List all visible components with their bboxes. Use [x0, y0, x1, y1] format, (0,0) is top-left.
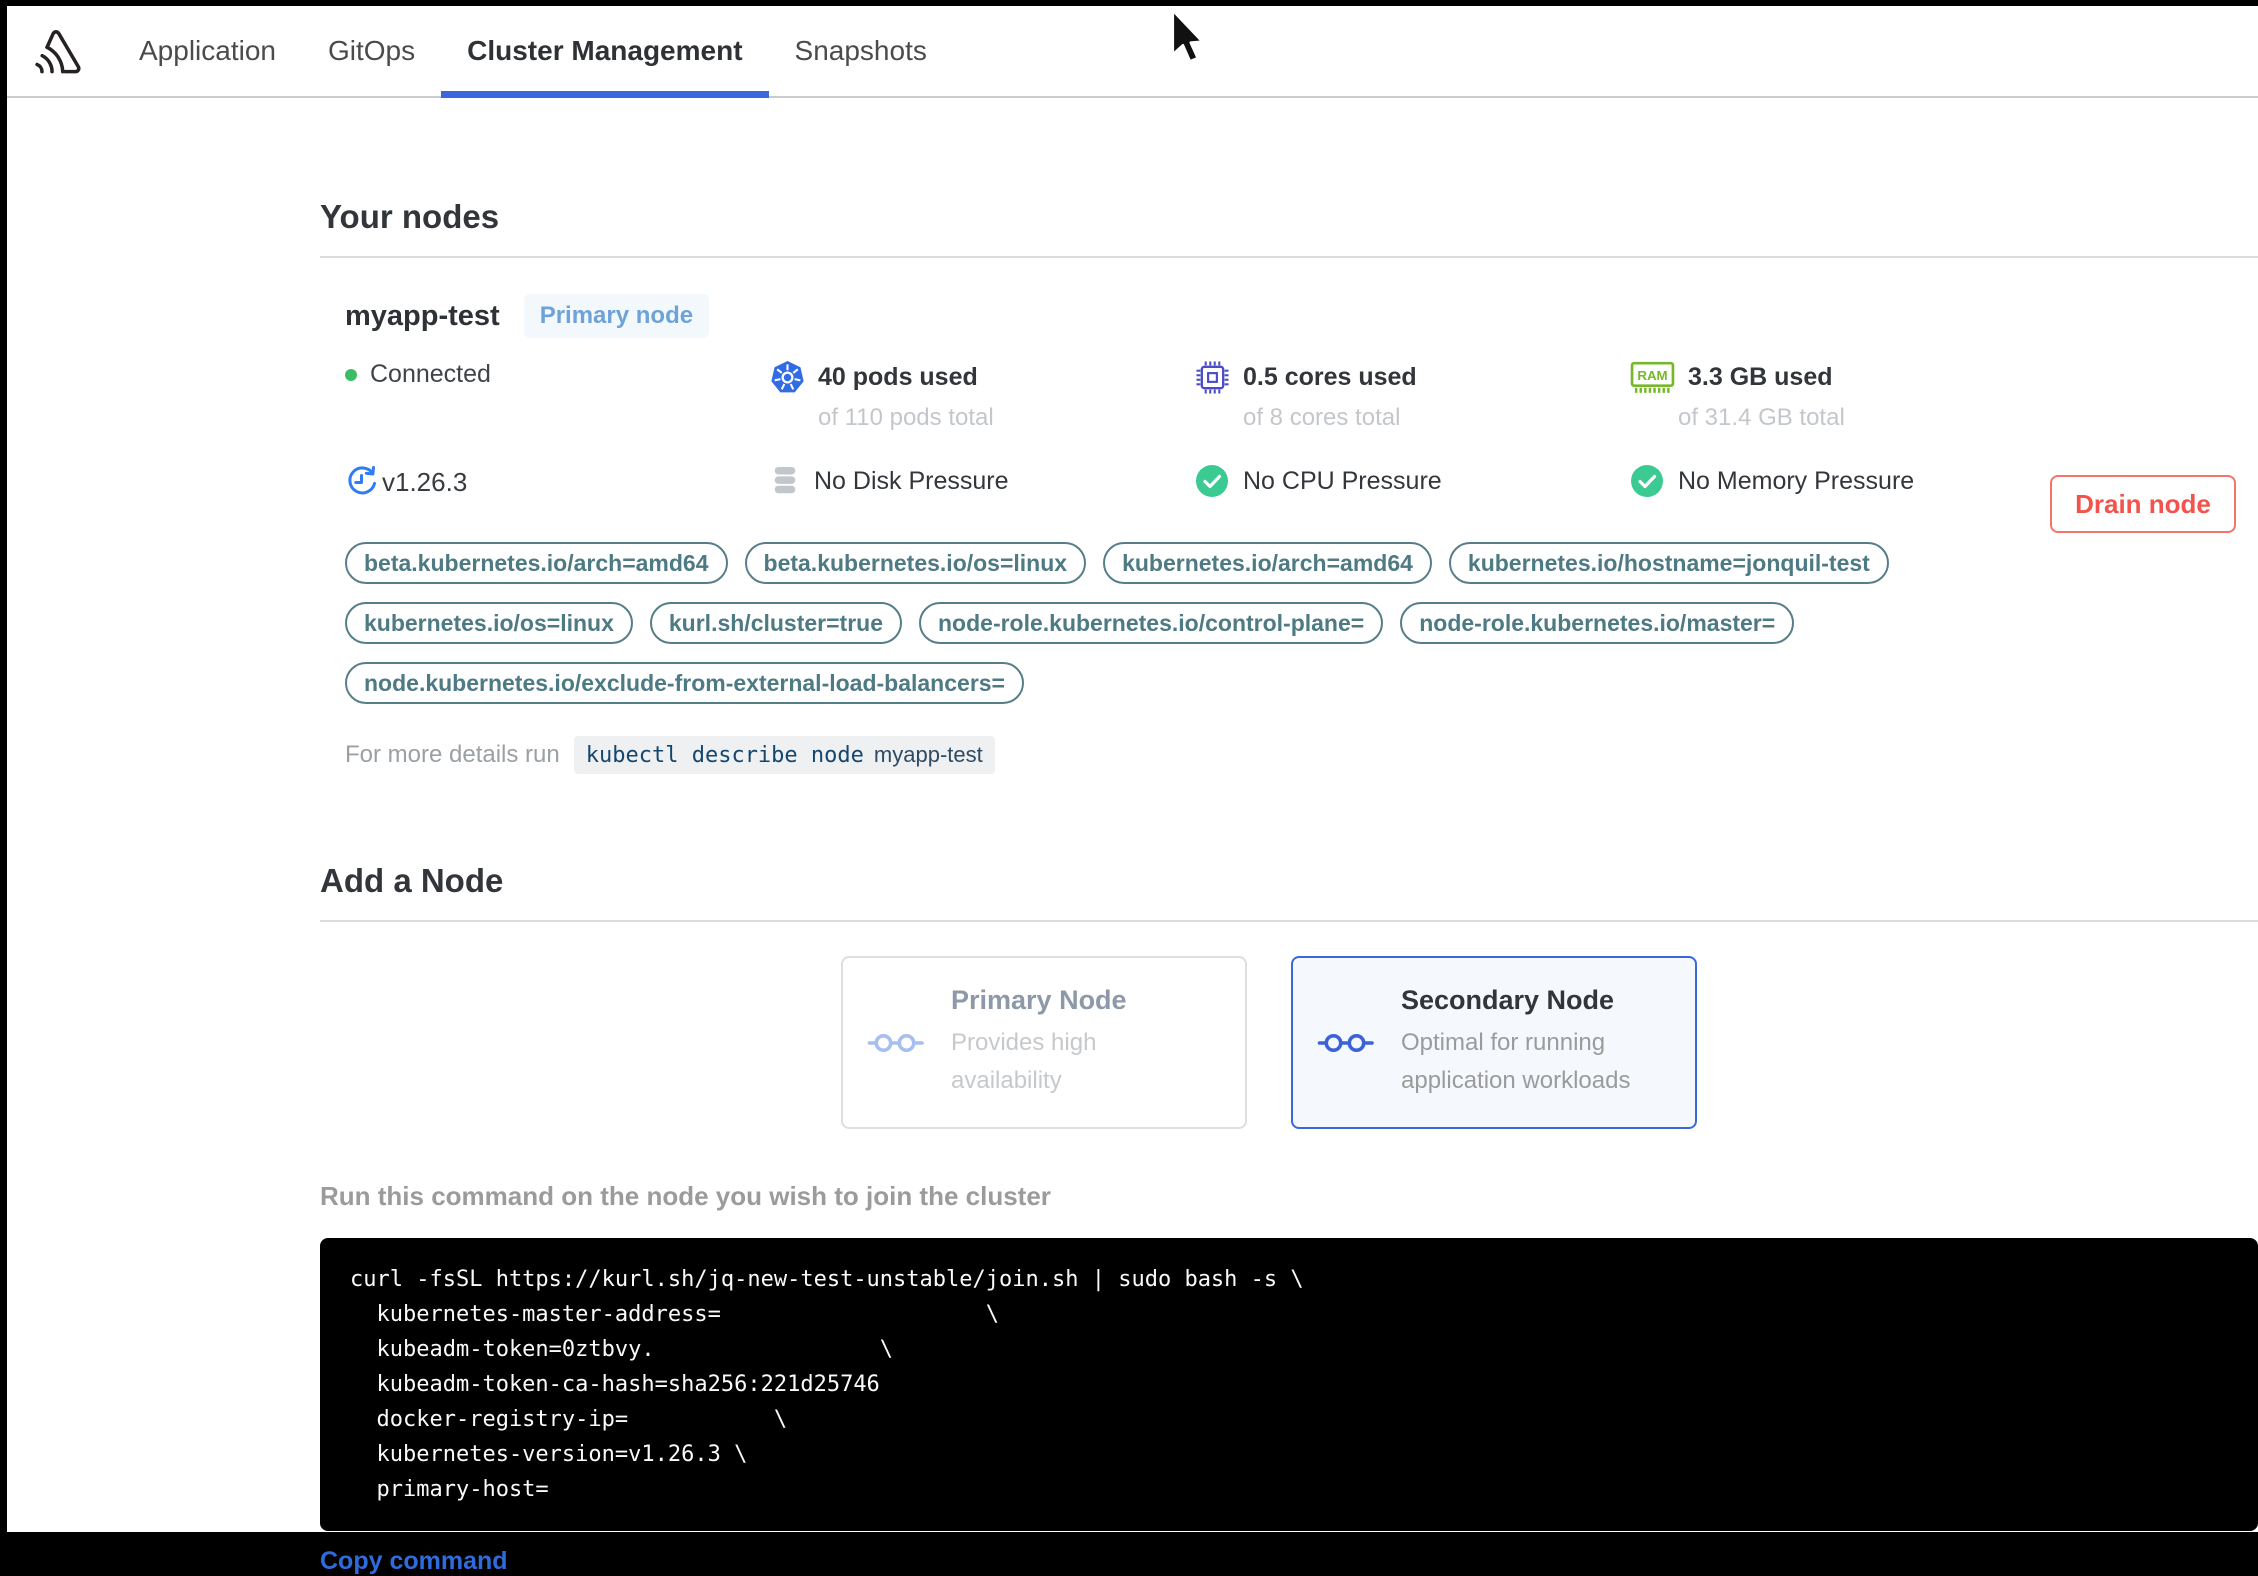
version-label: v1.26.3 [382, 467, 468, 497]
cpu-pressure-condition [1195, 464, 1630, 498]
disk-icon [770, 464, 800, 498]
kubernetes-pods-icon [770, 360, 805, 395]
memory-pressure-label: No Memory Pressure [1678, 466, 1915, 495]
node-label-pill: node-role.kubernetes.io/master= [1400, 602, 1794, 644]
join-command-block[interactable] [320, 1238, 2258, 1531]
node-labels [345, 542, 1945, 704]
pods-used-label: 40 pods used [818, 363, 978, 391]
command-line: kubernetes-master-address= \ [350, 1302, 1000, 1327]
command-line: kubeadm-token-ca-hash=sha256:221d25746 [350, 1372, 880, 1397]
your-nodes-title: Your nodes [320, 198, 500, 235]
node-details-hint [345, 736, 2258, 774]
command-line: kubeadm-token=0ztbvy. \ [350, 1337, 894, 1362]
kubectl-command: kubectl describe node [585, 743, 864, 768]
node-label-pill: kubernetes.io/hostname=jonquil-test [1449, 542, 1889, 584]
memory-stat [1630, 360, 2258, 432]
node-status [345, 360, 770, 389]
copy-command-link[interactable]: Copy command [320, 1547, 508, 1575]
version-update-icon [345, 464, 379, 498]
command-line: kubernetes-version=v1.26.3 \ [350, 1442, 748, 1467]
pods-total-label: of 110 pods total [818, 404, 994, 431]
kubectl-node-name: myapp-test [873, 742, 983, 767]
cores-used-label: 0.5 cores used [1243, 363, 1417, 391]
primary-node-option-title: Primary Node [951, 985, 1127, 1015]
primary-node-option[interactable] [841, 956, 1247, 1129]
disk-pressure-label: No Disk Pressure [814, 466, 1009, 495]
tab-application[interactable]: Application [139, 35, 276, 66]
drain-node-button[interactable]: Drain node [2050, 475, 2236, 533]
node-label-pill: node.kubernetes.io/exclude-from-external-load-balancers= [345, 662, 1024, 704]
primary-node-badge: Primary node [524, 294, 709, 338]
secondary-node-option-desc: Optimal for running application workloads [1401, 1029, 1631, 1094]
node-label-pill: beta.kubernetes.io/arch=amd64 [345, 542, 728, 584]
tab-snapshots[interactable]: Snapshots [794, 35, 927, 66]
secondary-node-option-title: Secondary Node [1401, 985, 1615, 1015]
node-link-icon [867, 1030, 931, 1056]
ram-icon [1630, 360, 1675, 395]
disk-pressure-condition [770, 464, 1195, 498]
primary-node-option-desc: Provides high availability [951, 1029, 1097, 1094]
command-line: curl -fsSL https://kurl.sh/jq-new-test-unstable/join.sh | sudo bash -s \ [350, 1267, 1304, 1292]
tab-gitops[interactable]: GitOps [327, 35, 416, 66]
node-label-pill: kubernetes.io/arch=amd64 [1103, 542, 1432, 584]
status-dot-icon [345, 369, 357, 381]
node-type-options [841, 956, 2258, 1129]
command-line: primary-host= [350, 1477, 549, 1502]
details-prefix: For more details run [345, 741, 560, 768]
app-window [7, 6, 2258, 1575]
secondary-node-option[interactable] [1291, 956, 1697, 1129]
section-divider [320, 256, 2258, 258]
check-circle-icon [1630, 464, 1664, 498]
tab-cluster-management[interactable]: Cluster Management [441, 6, 768, 96]
cpu-pressure-label: No CPU Pressure [1243, 466, 1442, 495]
status-label: Connected [370, 360, 491, 388]
add-node-title: Add a Node [320, 862, 504, 899]
nav-tabs [113, 6, 953, 96]
node-label-pill: beta.kubernetes.io/os=linux [745, 542, 1087, 584]
main-content [7, 98, 2258, 1576]
memory-used-label: 3.3 GB used [1688, 363, 1833, 391]
check-circle-icon [1195, 464, 1229, 498]
top-nav [7, 6, 2258, 98]
cores-total-label: of 8 cores total [1243, 404, 1401, 431]
app-logo-icon [29, 26, 83, 76]
memory-total-label: of 31.4 GB total [1678, 404, 1845, 431]
node-link-icon [1317, 1030, 1381, 1056]
kubernetes-version [345, 464, 770, 498]
node-label-pill: kubernetes.io/os=linux [345, 602, 633, 644]
kubectl-command-snippet [574, 736, 995, 774]
cpu-icon [1195, 360, 1230, 395]
section-divider [320, 920, 2258, 922]
node-name: myapp-test [345, 299, 500, 332]
command-line: docker-registry-ip= \ [350, 1407, 788, 1432]
join-command-instruction: Run this command on the node you wish to join the cluster [320, 1181, 1051, 1211]
node-label-pill: node-role.kubernetes.io/control-plane= [919, 602, 1383, 644]
pods-stat [770, 360, 1195, 432]
svg-text:RAM: RAM [1637, 368, 1668, 384]
cores-stat [1195, 360, 1630, 432]
node-card [345, 294, 2258, 774]
node-label-pill: kurl.sh/cluster=true [650, 602, 902, 644]
